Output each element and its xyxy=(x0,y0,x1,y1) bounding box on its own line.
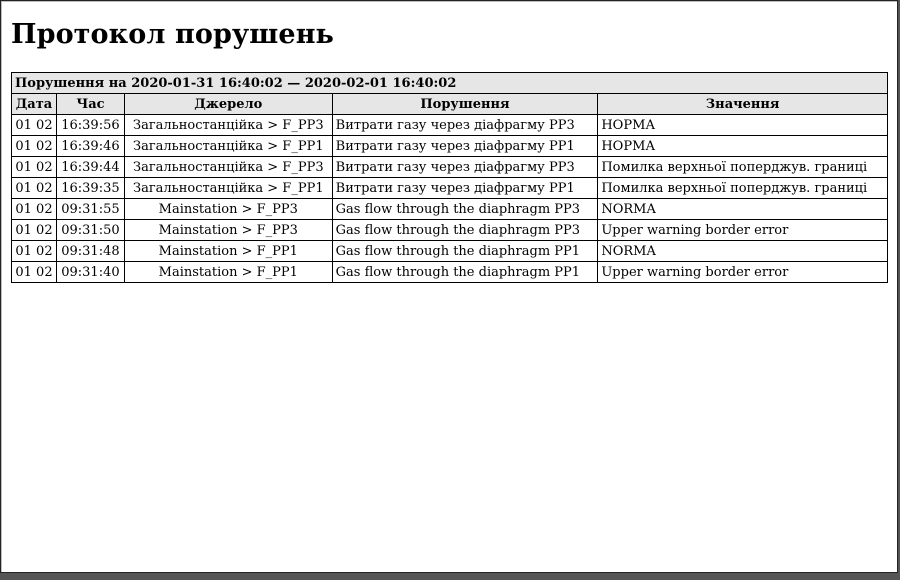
cell-violation: Витрати газу через діафрагму PP3 xyxy=(332,157,598,178)
violations-table xyxy=(11,72,888,283)
page-title: Протокол порушень xyxy=(11,19,334,50)
cell-date: 01 02 xyxy=(12,136,57,157)
cell-source: Mainstation > F_PP1 xyxy=(124,262,332,283)
cell-violation: Gas flow through the diaphragm PP3 xyxy=(332,220,598,241)
cell-time: 09:31:48 xyxy=(56,241,124,262)
cell-source: Mainstation > F_PP1 xyxy=(124,241,332,262)
table-row xyxy=(12,115,888,136)
cell-value: NORMA xyxy=(598,241,888,262)
cell-violation: Витрати газу через діафрагму PP1 xyxy=(332,178,598,199)
cell-value: НОРМА xyxy=(598,115,888,136)
column-header-row xyxy=(12,94,888,115)
table-row xyxy=(12,178,888,199)
cell-date: 01 02 xyxy=(12,178,57,199)
table-row xyxy=(12,241,888,262)
cell-date: 01 02 xyxy=(12,241,57,262)
cell-violation: Витрати газу через діафрагму PP3 xyxy=(332,115,598,136)
column-header-time: Час xyxy=(56,94,124,115)
period-row xyxy=(12,73,888,94)
table-row xyxy=(12,262,888,283)
cell-value: Upper warning border error xyxy=(598,220,888,241)
cell-value: НОРМА xyxy=(598,136,888,157)
table-row xyxy=(12,220,888,241)
cell-violation: Gas flow through the diaphragm PP3 xyxy=(332,199,598,220)
cell-date: 01 02 xyxy=(12,262,57,283)
period-header: Порушення на 2020-01-31 16:40:02 — 2020-02-01 16:40:02 xyxy=(12,73,888,94)
cell-source: Загальностанційка > F_PP3 xyxy=(124,115,332,136)
cell-value: Upper warning border error xyxy=(598,262,888,283)
cell-date: 01 02 xyxy=(12,115,57,136)
cell-date: 01 02 xyxy=(12,199,57,220)
report-page xyxy=(3,3,896,571)
cell-date: 01 02 xyxy=(12,220,57,241)
cell-violation: Gas flow through the diaphragm PP1 xyxy=(332,241,598,262)
table-row xyxy=(12,199,888,220)
column-header-source: Джерело xyxy=(124,94,332,115)
column-header-date: Дата xyxy=(12,94,57,115)
cell-value: Помилка верхньої поперджув. границі xyxy=(598,157,888,178)
cell-source: Mainstation > F_PP3 xyxy=(124,220,332,241)
cell-value: NORMA xyxy=(598,199,888,220)
cell-violation: Gas flow through the diaphragm PP1 xyxy=(332,262,598,283)
cell-source: Загальностанційка > F_PP1 xyxy=(124,178,332,199)
cell-violation: Витрати газу через діафрагму PP1 xyxy=(332,136,598,157)
column-header-value: Значення xyxy=(598,94,888,115)
cell-time: 16:39:56 xyxy=(56,115,124,136)
column-header-violation: Порушення xyxy=(332,94,598,115)
cell-time: 09:31:40 xyxy=(56,262,124,283)
cell-time: 09:31:55 xyxy=(56,199,124,220)
cell-source: Загальностанційка > F_PP1 xyxy=(124,136,332,157)
cell-source: Mainstation > F_PP3 xyxy=(124,199,332,220)
table-row xyxy=(12,136,888,157)
cell-value: Помилка верхньої поперджув. границі xyxy=(598,178,888,199)
table-row xyxy=(12,157,888,178)
cell-time: 16:39:35 xyxy=(56,178,124,199)
cell-source: Загальностанційка > F_PP3 xyxy=(124,157,332,178)
cell-date: 01 02 xyxy=(12,157,57,178)
cell-time: 16:39:46 xyxy=(56,136,124,157)
cell-time: 16:39:44 xyxy=(56,157,124,178)
cell-time: 09:31:50 xyxy=(56,220,124,241)
